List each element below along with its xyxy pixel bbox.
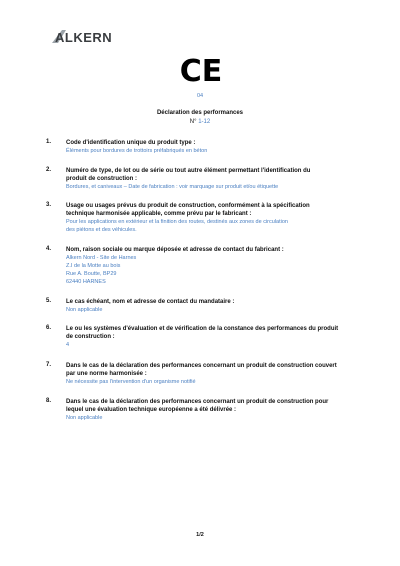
section-answer: Rue A. Boutte, BP29	[66, 271, 117, 277]
section-6	[46, 325, 356, 349]
section-question: Dans le cas de la déclaration des performances concernant un produit de construction pour	[66, 399, 329, 405]
section-answer: Z.I de la Motte au bois	[66, 263, 121, 269]
section-number: 6.	[46, 325, 52, 331]
page-number: 1/2	[196, 532, 204, 538]
document-title: Déclaration des performances	[156, 110, 244, 116]
section-question: par une norme harmonisée :	[66, 371, 147, 377]
document-number-prefix: N°	[189, 119, 197, 125]
document-number-value: 1-12	[198, 119, 211, 125]
section-question: Code d'identification unique du produit type :	[66, 140, 196, 146]
section-question: de construction :	[66, 334, 115, 340]
section-7	[46, 362, 356, 386]
section-answer: des piétons et des véhicules.	[66, 227, 137, 233]
section-number: 5.	[46, 298, 52, 304]
alkern-logo	[50, 29, 132, 45]
section-question: lequel une évaluation technique européenne a été délivrée :	[66, 407, 237, 413]
svg-text:CE: CE	[179, 55, 223, 85]
ce-mark-icon	[176, 55, 226, 85]
ce-year: 04	[196, 93, 204, 99]
section-number: 2.	[46, 167, 52, 173]
section-question: Usage ou usages prévus du produit de construction, conformément à la spécification	[66, 203, 310, 209]
section-number: 4.	[46, 246, 52, 252]
section-number: 8.	[46, 398, 52, 404]
section-answer: Alkern Nord - Site de Harnes	[66, 255, 137, 261]
section-answer: Éléments pour bordures de trottoirs préfabriqués en béton	[66, 148, 208, 154]
section-answer: Bordures, et caniveaux – Date de fabrication : voir marquage sur produit et/ou étiquette	[66, 184, 279, 190]
section-8	[46, 398, 356, 422]
document-number	[0, 119, 400, 125]
section-5	[46, 298, 356, 314]
section-question: Nom, raison sociale ou marque déposée et adresse de contact du fabricant :	[66, 247, 284, 253]
section-question: produit de construction :	[66, 176, 137, 182]
section-answer: Non applicable	[66, 415, 103, 421]
section-answer: 62440 HARNES	[66, 279, 106, 285]
logo-text: ALKERN	[55, 30, 113, 45]
section-4	[46, 246, 356, 286]
section-question: Le cas échéant, nom et adresse de contact du mandataire :	[66, 299, 235, 305]
section-question: technique harmonisée applicable, comme prévu par le fabricant :	[66, 211, 252, 217]
section-answer: 4	[66, 342, 70, 348]
section-answer: Pour les applications en extérieur et la finition des routes, destinés aux zones de circulation	[66, 219, 288, 225]
section-3	[46, 202, 356, 234]
section-number: 3.	[46, 202, 52, 208]
section-number: 1.	[46, 139, 52, 145]
section-2	[46, 167, 356, 191]
section-number: 7.	[46, 362, 52, 368]
section-question: Numéro de type, de lot ou de série ou tout autre élément permettant l'identification du	[66, 168, 311, 174]
section-answer: Ne nécessite pas l'intervention d'un organisme notifié	[66, 379, 196, 385]
section-1	[46, 139, 356, 155]
section-question: Le ou les systèmes d'évaluation et de vérification de la constance des performances du produit	[66, 326, 339, 332]
section-answer: Non applicable	[66, 307, 103, 313]
section-question: Dans le cas de la déclaration des performances concernant un produit de construction couvert	[66, 363, 337, 369]
